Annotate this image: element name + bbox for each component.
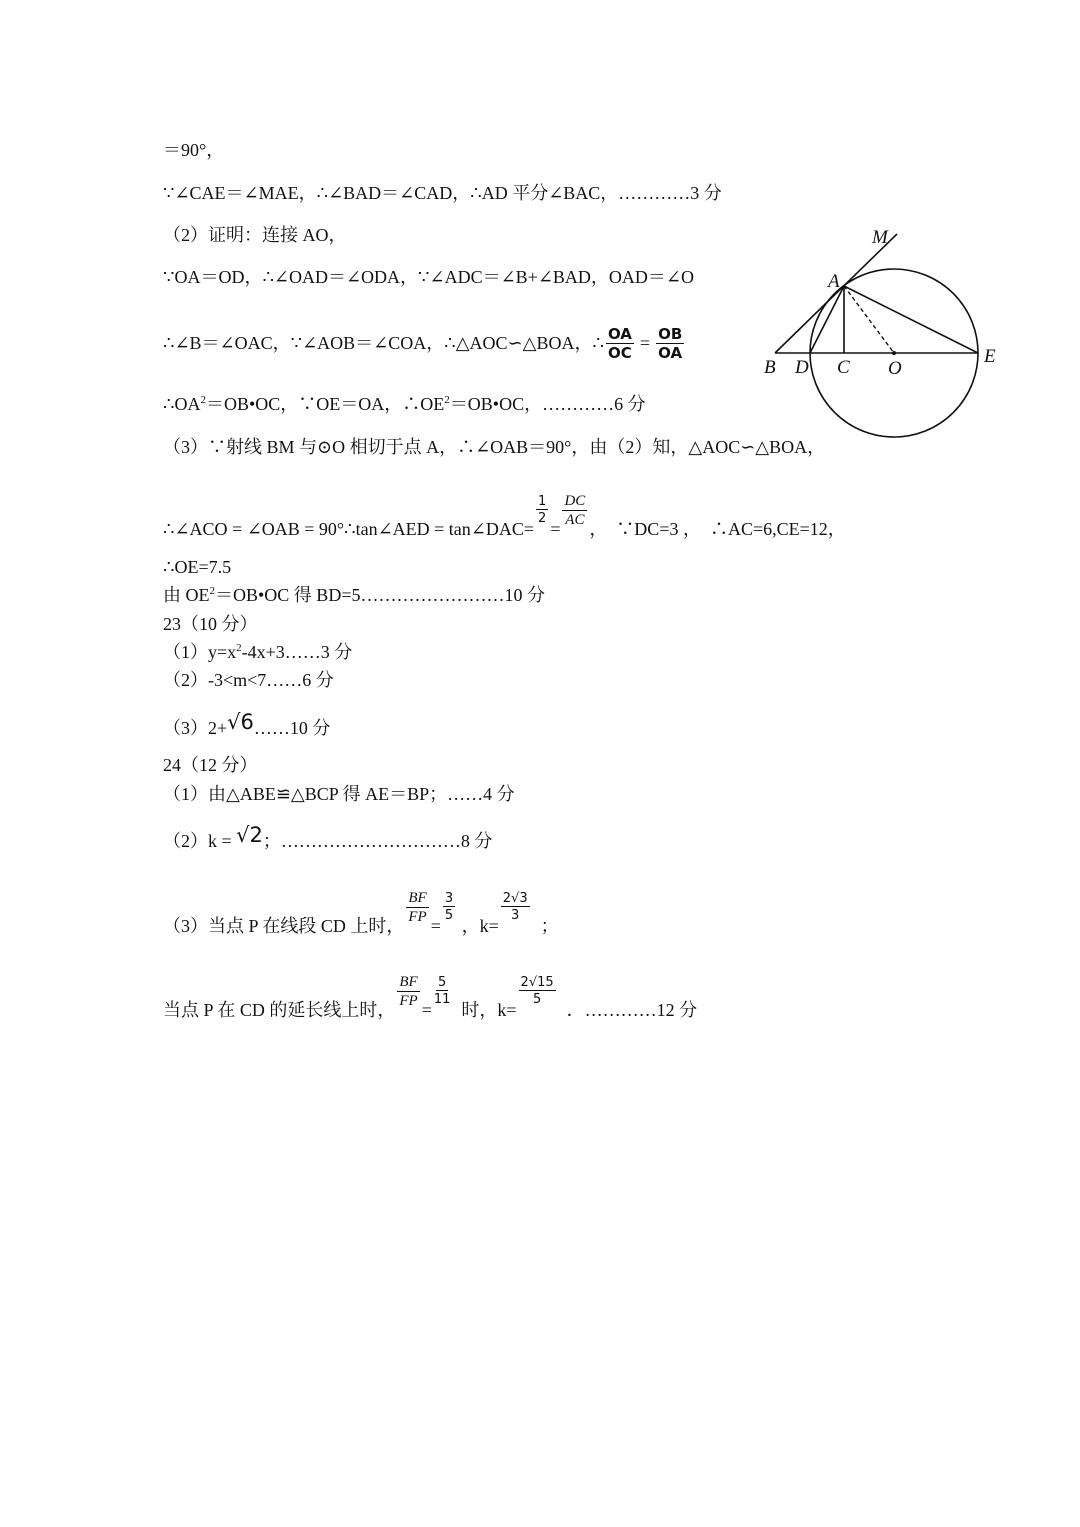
line-text: ， ∵DC=3 ， ∴AC=6,CE=12， [589, 519, 846, 539]
line-text: ＝90°， [163, 140, 225, 160]
line-text: （2）证明：连接 AO， [163, 225, 347, 245]
line-text: ……10 分 [253, 718, 331, 738]
line-text: ∴OE=7.5 [163, 557, 232, 577]
solution-line-tangent-ratio [163, 493, 846, 558]
fraction-numerator: 3 [444, 891, 454, 906]
solution-line-oe-value [163, 557, 231, 577]
fraction-denominator: FP [408, 909, 427, 925]
line-text: 23（10 分） [163, 614, 258, 634]
line-text: ＝OB•OC 得 BD=5……………………10 分 [215, 585, 545, 605]
fraction-bf-over-fp [406, 891, 428, 925]
fraction-numerator: OB [658, 325, 683, 343]
fraction-numerator: 1 [538, 494, 547, 509]
line-text: -4x+3……3 分 [241, 642, 353, 662]
line-text: ＝OB•OC，∵OE＝OA，∴OE [205, 394, 445, 414]
line-text: 时，k= [452, 1000, 517, 1020]
label-b: B [764, 357, 776, 378]
line-text: （1）由△ABE≌△BCP 得 AE＝BP；……4 分 [163, 784, 515, 804]
line-text: ∴OA [163, 394, 201, 414]
solution-line-angles [163, 267, 694, 287]
fraction-ob-over-oa [656, 327, 684, 361]
fraction-denominator: 2 [538, 511, 547, 526]
fraction-denominator: AC [565, 512, 585, 528]
line-text: ∵∠CAE＝∠MAE，∴∠BAD＝∠CAD，∴AD 平分∠BAC，…………3 分 [163, 183, 722, 203]
fraction-numerator: OA [607, 325, 632, 343]
segment-ad [810, 286, 844, 353]
fraction-numerator: 5 [437, 975, 447, 990]
question-23-part-1 [163, 642, 352, 662]
part-2-proof-intro [163, 225, 347, 245]
fraction-denominator: FP [399, 993, 418, 1009]
fraction-denominator: OC [608, 344, 632, 362]
question-23-title [163, 614, 258, 634]
superscript: 2 [200, 394, 206, 406]
line-text: ； [531, 916, 559, 936]
label-m: M [872, 227, 888, 248]
fraction-numerator: BF [408, 890, 427, 906]
line-text: （1）y=x [163, 642, 237, 662]
fraction-one-half [536, 495, 548, 525]
superscript: 2 [209, 585, 215, 597]
fraction-numerator: 2√3 [502, 891, 528, 906]
square-root-2: √2 [236, 823, 263, 847]
fraction-ratio-value [443, 892, 455, 922]
equals-sign: = [639, 333, 651, 353]
line-text: ，k= [457, 916, 499, 936]
tangent-ray-bm [775, 234, 897, 353]
fraction-numerator: 2√15 [520, 975, 554, 990]
question-24-part-2 [163, 823, 493, 851]
label-a: A [828, 271, 840, 292]
fraction-k-value [501, 892, 530, 922]
question-23-part-2 [163, 670, 334, 690]
segment-ae [844, 286, 978, 353]
fraction-denominator: 11 [433, 992, 451, 1007]
equals-sign: = [421, 1000, 432, 1020]
question-24-part-3-case-1 [163, 890, 559, 955]
center-point-o [892, 351, 896, 355]
fraction-bf-over-fp [397, 975, 419, 1009]
line-text: （3）2+ [163, 718, 228, 738]
fraction-denominator: OA [658, 344, 683, 362]
line-text: 24（12 分） [163, 755, 258, 775]
question-23-part-3 [163, 710, 331, 738]
fraction-ratio-value [434, 976, 451, 1006]
line-text: ∴∠ACO = ∠OAB = 90°∴tan∠AED = tan∠DAC= [163, 519, 535, 539]
line-text: ∴∠B＝∠OAC，∵∠AOB＝∠COA，∴△AOC∽△BOA，∴ [163, 333, 604, 353]
part-3-intro [163, 437, 825, 457]
superscript: 2 [236, 642, 242, 654]
line-text: （2）k = [163, 831, 237, 851]
question-24-part-3-case-2 [163, 974, 698, 1039]
fraction-denominator: 5 [444, 908, 454, 923]
question-24-title [163, 755, 258, 775]
solution-line-similar-triangles [163, 325, 686, 371]
fraction-denominator: 3 [511, 908, 520, 923]
solution-line-oe-squared [163, 394, 646, 414]
line-text: ；…………………………8 分 [262, 831, 493, 851]
label-o: O [888, 358, 902, 379]
line-text: 由 OE [163, 585, 210, 605]
geometry-figure [760, 220, 1010, 450]
line-text: （3）∵射线 BM 与⊙O 相切于点 A，∴∠OAB＝90°，由（2）知，△AOC∽△BOA， [163, 437, 826, 457]
label-e: E [984, 346, 996, 367]
fraction-oa-over-oc [606, 327, 634, 361]
solution-line-right-angle [163, 140, 224, 160]
solution-line-bisector [163, 183, 722, 203]
line-text: （3）当点 P 在线段 CD 上时， [163, 916, 405, 936]
question-24-part-1 [163, 784, 515, 804]
equals-sign: = [430, 916, 441, 936]
label-c: C [837, 357, 850, 378]
line-text: ∵OA＝OD，∴∠OAD＝∠ODA，∵∠ADC＝∠B+∠BAD，OAD＝∠O [163, 267, 694, 287]
superscript: 2 [444, 394, 450, 406]
line-text: ＝OB•OC，…………6 分 [449, 394, 646, 414]
fraction-dc-over-ac [562, 494, 587, 528]
square-root-6: √6 [227, 710, 254, 734]
fraction-numerator: BF [399, 974, 418, 990]
fraction-k-value [519, 976, 556, 1006]
equals-sign: = [550, 519, 561, 539]
fraction-numerator: DC [564, 493, 586, 509]
label-d: D [795, 357, 809, 378]
line-text: ．…………12 分 [557, 1000, 698, 1020]
solution-line-bd-value [163, 585, 545, 605]
fraction-denominator: 5 [532, 992, 542, 1007]
line-text: 当点 P 在 CD 的延长线上时， [163, 1000, 396, 1020]
segment-ao-dashed [844, 286, 894, 353]
line-text: （2）-3<m<7……6 分 [163, 670, 334, 690]
